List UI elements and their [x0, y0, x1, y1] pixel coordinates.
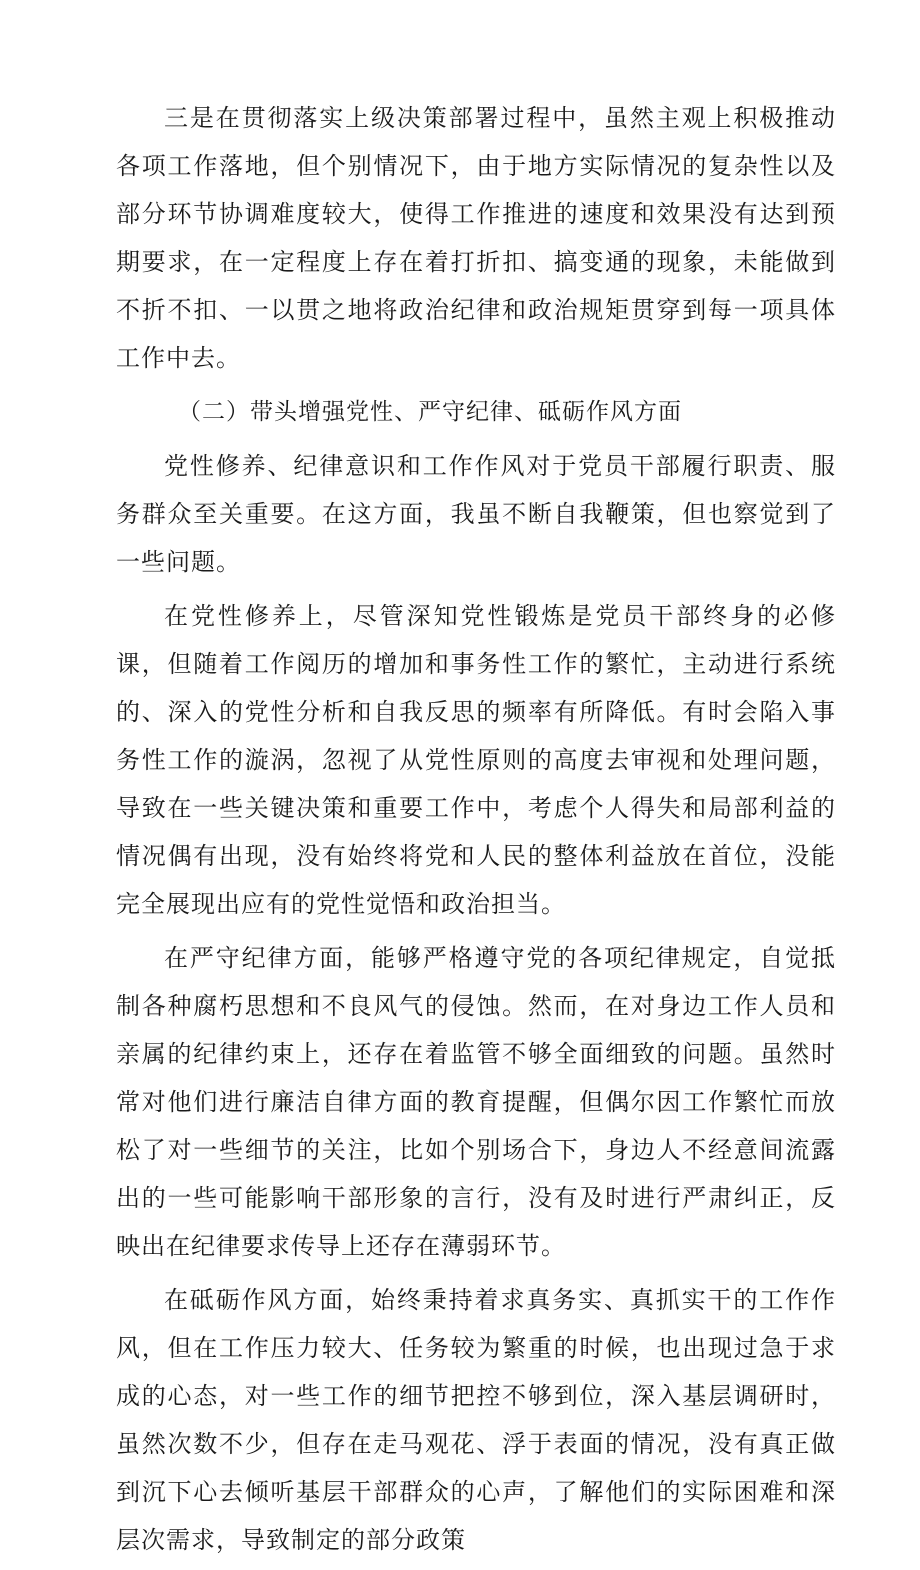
document-body: [116, 94, 836, 1570]
paragraph-implementation: 三是在贯彻落实上级决策部署过程中，虽然主观上积极推动各项工作落地，但个别情况下，由于地方实际情况的复杂性以及部分环节协调难度较大，使得工作推进的速度和效果没有达到预期要求，在一定程度上存在着打折扣、搞变通的现象，未能做到不折不扣、一以贯之地将政治纪律和政治规矩贯穿到每一项具体工作中去。: [116, 104, 836, 372]
paragraph-work-style: 在砥砺作风方面，始终秉持着求真务实、真抓实干的工作作风，但在工作压力较大、任务较为繁重的时候，也出现过急于求成的心态，对一些工作的细节把控不够到位，深入基层调研时，虽然次数不少，但存在走马观花、浮于表面的情况，没有真正做到沉下心去倾听基层干部群众的心声，了解他们的实际困难和深层次需求，导致制定的部分政策: [116, 1286, 836, 1554]
paragraph-intro: 党性修养、纪律意识和工作作风对于党员干部履行职责、服务群众至关重要。在这方面，我虽不断自我鞭策，但也察觉到了一些问题。: [116, 452, 836, 576]
paragraph-party-spirit: 在党性修养上，尽管深知党性锻炼是党员干部终身的必修课，但随着工作阅历的增加和事务性工作的繁忙，主动进行系统的、深入的党性分析和自我反思的频率有所降低。有时会陷入事务性工作的漩涡，忽视了从党性原则的高度去审视和处理问题，导致在一些关键决策和重要工作中，考虑个人得失和局部利益的情况偶有出现，没有始终将党和人民的整体利益放在首位，没能完全展现出应有的党性觉悟和政治担当。: [116, 602, 836, 918]
paragraph-discipline: 在严守纪律方面，能够严格遵守党的各项纪律规定，自觉抵制各种腐朽思想和不良风气的侵蚀。然而，在对身边工作人员和亲属的纪律约束上，还存在着监管不够全面细致的问题。虽然时常对他们进行廉洁自律方面的教育提醒，但偶尔因工作繁忙而放松了对一些细节的关注，比如个别场合下，身边人不经意间流露出的一些可能影响干部形象的言行，没有及时进行严肃纠正，反映出在纪律要求传导上还存在薄弱环节。: [116, 944, 836, 1260]
section-heading-two: （二）带头增强党性、严守纪律、砥砺作风方面: [178, 399, 682, 425]
